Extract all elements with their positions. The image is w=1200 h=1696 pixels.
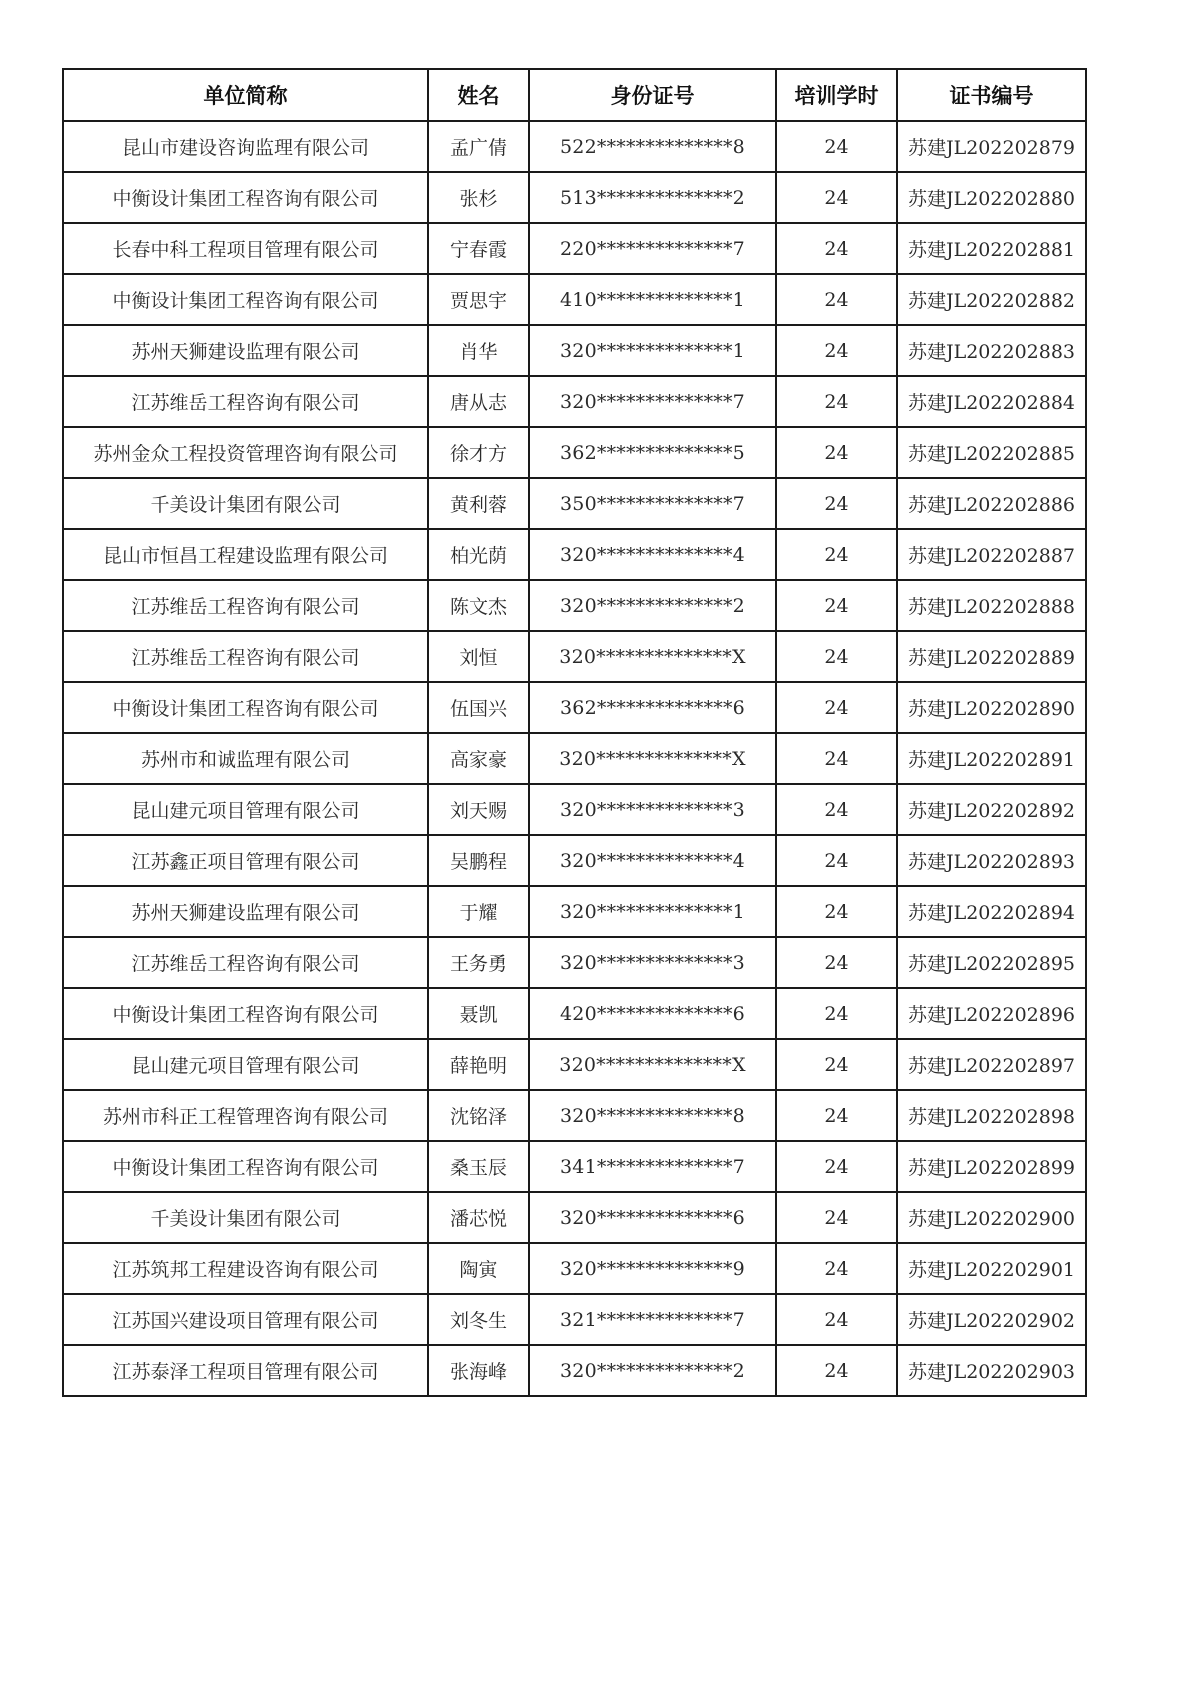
cell-org: 江苏鑫正项目管理有限公司	[63, 835, 428, 886]
header-id: 身份证号	[529, 69, 776, 121]
cell-cert: 苏建JL202202887	[897, 529, 1086, 580]
cell-name: 王务勇	[428, 937, 529, 988]
cell-cert: 苏建JL202202899	[897, 1141, 1086, 1192]
cell-name: 刘天赐	[428, 784, 529, 835]
table-body	[63, 121, 1086, 1396]
cell-hours: 24	[776, 733, 897, 784]
cell-org: 昆山建元项目管理有限公司	[63, 1039, 428, 1090]
cell-name: 唐从志	[428, 376, 529, 427]
cell-hours: 24	[776, 274, 897, 325]
cell-name: 沈铭泽	[428, 1090, 529, 1141]
table-row	[63, 1192, 1086, 1243]
cell-cert: 苏建JL202202897	[897, 1039, 1086, 1090]
cell-hours: 24	[776, 682, 897, 733]
cell-hours: 24	[776, 529, 897, 580]
cell-id: 513**************2	[529, 172, 776, 223]
table-row	[63, 1039, 1086, 1090]
cell-name: 于耀	[428, 886, 529, 937]
cell-id: 362**************6	[529, 682, 776, 733]
cell-id: 320**************8	[529, 1090, 776, 1141]
cell-hours: 24	[776, 325, 897, 376]
cell-hours: 24	[776, 1345, 897, 1396]
cell-cert: 苏建JL202202892	[897, 784, 1086, 835]
cell-cert: 苏建JL202202884	[897, 376, 1086, 427]
cell-name: 潘芯悦	[428, 1192, 529, 1243]
cell-org: 江苏泰泽工程项目管理有限公司	[63, 1345, 428, 1396]
header-name: 姓名	[428, 69, 529, 121]
cell-cert: 苏建JL202202896	[897, 988, 1086, 1039]
cell-name: 桑玉辰	[428, 1141, 529, 1192]
cell-id: 341**************7	[529, 1141, 776, 1192]
cell-id: 320**************2	[529, 580, 776, 631]
table-row	[63, 886, 1086, 937]
cell-org: 中衡设计集团工程咨询有限公司	[63, 172, 428, 223]
cell-name: 黄利蓉	[428, 478, 529, 529]
cell-cert: 苏建JL202202882	[897, 274, 1086, 325]
cell-org: 苏州市科正工程管理咨询有限公司	[63, 1090, 428, 1141]
cell-cert: 苏建JL202202885	[897, 427, 1086, 478]
cell-hours: 24	[776, 478, 897, 529]
cell-cert: 苏建JL202202888	[897, 580, 1086, 631]
cell-cert: 苏建JL202202894	[897, 886, 1086, 937]
cell-cert: 苏建JL202202902	[897, 1294, 1086, 1345]
table-row	[63, 172, 1086, 223]
cell-name: 陶寅	[428, 1243, 529, 1294]
cell-hours: 24	[776, 937, 897, 988]
table-row	[63, 784, 1086, 835]
table-row	[63, 376, 1086, 427]
table-header	[63, 69, 1086, 121]
cell-cert: 苏建JL202202891	[897, 733, 1086, 784]
cell-org: 中衡设计集团工程咨询有限公司	[63, 1141, 428, 1192]
cell-hours: 24	[776, 376, 897, 427]
cell-name: 贾思宇	[428, 274, 529, 325]
table-row	[63, 1243, 1086, 1294]
cell-cert: 苏建JL202202879	[897, 121, 1086, 172]
cell-hours: 24	[776, 988, 897, 1039]
cell-id: 220**************7	[529, 223, 776, 274]
table-row	[63, 733, 1086, 784]
cell-id: 320**************9	[529, 1243, 776, 1294]
header-cert: 证书编号	[897, 69, 1086, 121]
cell-cert: 苏建JL202202895	[897, 937, 1086, 988]
cell-org: 中衡设计集团工程咨询有限公司	[63, 682, 428, 733]
cell-org: 江苏国兴建设项目管理有限公司	[63, 1294, 428, 1345]
cell-id: 522**************8	[529, 121, 776, 172]
cell-hours: 24	[776, 1141, 897, 1192]
cell-hours: 24	[776, 172, 897, 223]
cell-name: 徐才方	[428, 427, 529, 478]
cell-id: 320**************X	[529, 1039, 776, 1090]
cell-id: 320**************1	[529, 325, 776, 376]
table-row	[63, 580, 1086, 631]
cell-hours: 24	[776, 784, 897, 835]
cell-name: 刘恒	[428, 631, 529, 682]
cell-org: 中衡设计集团工程咨询有限公司	[63, 274, 428, 325]
cell-cert: 苏建JL202202893	[897, 835, 1086, 886]
table-row	[63, 274, 1086, 325]
cell-cert: 苏建JL202202881	[897, 223, 1086, 274]
table-row	[63, 1141, 1086, 1192]
cell-name: 刘冬生	[428, 1294, 529, 1345]
cell-hours: 24	[776, 1039, 897, 1090]
cell-org: 苏州金众工程投资管理咨询有限公司	[63, 427, 428, 478]
cell-name: 陈文杰	[428, 580, 529, 631]
cell-id: 320**************3	[529, 937, 776, 988]
cell-cert: 苏建JL202202903	[897, 1345, 1086, 1396]
table-row	[63, 631, 1086, 682]
cell-id: 320**************4	[529, 529, 776, 580]
cell-name: 柏光荫	[428, 529, 529, 580]
cell-name: 高家豪	[428, 733, 529, 784]
cell-hours: 24	[776, 427, 897, 478]
cell-cert: 苏建JL202202901	[897, 1243, 1086, 1294]
table-row	[63, 427, 1086, 478]
cell-name: 肖华	[428, 325, 529, 376]
table-row	[63, 478, 1086, 529]
cell-org: 千美设计集团有限公司	[63, 478, 428, 529]
cell-id: 320**************3	[529, 784, 776, 835]
cell-hours: 24	[776, 1090, 897, 1141]
table-row	[63, 1345, 1086, 1396]
cell-id: 420**************6	[529, 988, 776, 1039]
cell-id: 320**************6	[529, 1192, 776, 1243]
cell-org: 昆山市恒昌工程建设监理有限公司	[63, 529, 428, 580]
header-org: 单位简称	[63, 69, 428, 121]
cell-org: 中衡设计集团工程咨询有限公司	[63, 988, 428, 1039]
cell-org: 江苏维岳工程咨询有限公司	[63, 376, 428, 427]
cell-hours: 24	[776, 631, 897, 682]
cell-org: 江苏筑邦工程建设咨询有限公司	[63, 1243, 428, 1294]
cell-org: 长春中科工程项目管理有限公司	[63, 223, 428, 274]
table-row	[63, 1090, 1086, 1141]
cell-name: 吴鹏程	[428, 835, 529, 886]
cell-id: 350**************7	[529, 478, 776, 529]
cell-name: 孟广倩	[428, 121, 529, 172]
cell-hours: 24	[776, 886, 897, 937]
table-row	[63, 529, 1086, 580]
cell-name: 聂凯	[428, 988, 529, 1039]
cell-org: 苏州市和诚监理有限公司	[63, 733, 428, 784]
cell-org: 江苏维岳工程咨询有限公司	[63, 631, 428, 682]
roster-sheet	[62, 68, 1087, 1397]
cell-hours: 24	[776, 580, 897, 631]
cell-id: 320**************4	[529, 835, 776, 886]
cell-hours: 24	[776, 1243, 897, 1294]
cell-org: 江苏维岳工程咨询有限公司	[63, 580, 428, 631]
cell-org: 昆山市建设咨询监理有限公司	[63, 121, 428, 172]
cell-cert: 苏建JL202202890	[897, 682, 1086, 733]
cell-cert: 苏建JL202202898	[897, 1090, 1086, 1141]
cell-id: 320**************X	[529, 631, 776, 682]
cell-org: 江苏维岳工程咨询有限公司	[63, 937, 428, 988]
cell-id: 320**************X	[529, 733, 776, 784]
training-roster-table	[62, 68, 1087, 1397]
cell-cert: 苏建JL202202889	[897, 631, 1086, 682]
cell-cert: 苏建JL202202900	[897, 1192, 1086, 1243]
table-row	[63, 121, 1086, 172]
cell-org: 苏州天狮建设监理有限公司	[63, 325, 428, 376]
cell-id: 320**************2	[529, 1345, 776, 1396]
table-row	[63, 325, 1086, 376]
table-row	[63, 835, 1086, 886]
cell-org: 千美设计集团有限公司	[63, 1192, 428, 1243]
cell-id: 410**************1	[529, 274, 776, 325]
cell-hours: 24	[776, 121, 897, 172]
cell-id: 321**************7	[529, 1294, 776, 1345]
cell-id: 362**************5	[529, 427, 776, 478]
cell-id: 320**************1	[529, 886, 776, 937]
cell-cert: 苏建JL202202886	[897, 478, 1086, 529]
cell-org: 苏州天狮建设监理有限公司	[63, 886, 428, 937]
table-row	[63, 1294, 1086, 1345]
cell-hours: 24	[776, 1294, 897, 1345]
header-row	[63, 69, 1086, 121]
cell-name: 张海峰	[428, 1345, 529, 1396]
cell-name: 薛艳明	[428, 1039, 529, 1090]
cell-cert: 苏建JL202202883	[897, 325, 1086, 376]
cell-hours: 24	[776, 1192, 897, 1243]
cell-id: 320**************7	[529, 376, 776, 427]
cell-hours: 24	[776, 223, 897, 274]
table-row	[63, 682, 1086, 733]
cell-cert: 苏建JL202202880	[897, 172, 1086, 223]
table-row	[63, 937, 1086, 988]
cell-org: 昆山建元项目管理有限公司	[63, 784, 428, 835]
cell-name: 宁春霞	[428, 223, 529, 274]
cell-hours: 24	[776, 835, 897, 886]
table-row	[63, 988, 1086, 1039]
header-hours: 培训学时	[776, 69, 897, 121]
table-row	[63, 223, 1086, 274]
cell-name: 伍国兴	[428, 682, 529, 733]
cell-name: 张杉	[428, 172, 529, 223]
